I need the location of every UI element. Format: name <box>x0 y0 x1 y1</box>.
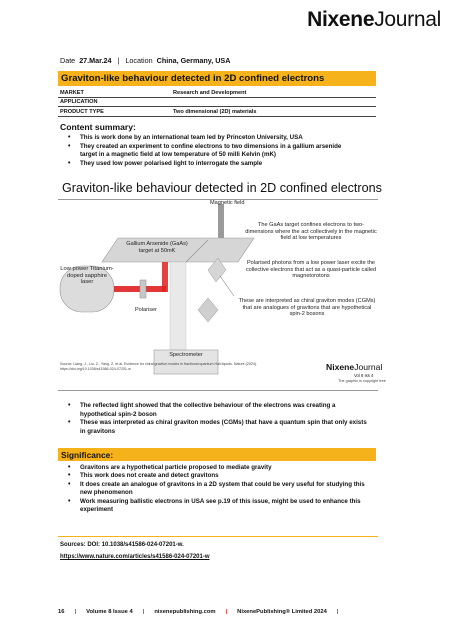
meta-key: MARKET <box>60 89 84 96</box>
findings-bullet: • These was interpreted as chiral graviton modes (CGMs) that have a quantum spin that only exists in gravitons <box>60 419 370 436</box>
summary-bullet: • This is work done by an international team led by Princeton University, USA <box>60 134 360 143</box>
meta-line <box>60 56 230 65</box>
figure-logo-bold: Nixene <box>326 362 355 372</box>
polariser-block <box>140 280 146 298</box>
meta-row-market <box>58 88 376 98</box>
label-magnetic-field: Magnetic field <box>210 200 245 206</box>
summary-list <box>60 134 360 168</box>
figure-source: Source: Liang, J., Liu, Z., Yang, Z. et al. Evidence for chiral graviton modes in fractional quantum Hall liquids. Nature (2024). https://doi.org/10.1038/s41586-024-07201-w <box>60 362 258 371</box>
significance-bullet: • Gravitons are a hypothetical particle proposed to mediate gravity <box>60 464 372 472</box>
significance-bullet: • Work measuring ballistic electrons in USA see p.19 of this issue, might be used to enhance this experiment <box>60 498 372 515</box>
brand-logo <box>307 8 441 32</box>
reflected-beam <box>170 262 186 350</box>
label-laser: Low power Titanium-doped sapphire laser <box>60 266 114 286</box>
sources-line: Sources: DOI: 10.1038/s41586-024-07201-w. <box>60 542 184 548</box>
footer-pipe: | <box>225 609 228 615</box>
date-value: 27.Mar.24 <box>79 56 112 65</box>
meta-separator: | <box>117 56 120 65</box>
sources-link[interactable]: https://www.nature.com/articles/s41586-024-07201-w <box>60 554 210 560</box>
footer-pipe: | <box>142 609 145 615</box>
footer <box>58 609 348 615</box>
meta-key: APPLICATION <box>60 99 98 105</box>
figure-title: Graviton-like behaviour detected in 2D confined electrons <box>62 181 382 195</box>
label-text-3: These are interpreted as chiral graviton modes (CGMs) that are analogues of gravitons that are hypothetical spin-2 bosons <box>238 298 376 318</box>
label-text-1: The GaAs target confines electrons to two-dimensions where the act collectively in the magnetic field at low temperatures <box>245 222 377 242</box>
brand-bold: Nixene <box>307 8 375 31</box>
footer-site[interactable]: nixenepublishing.com <box>154 609 216 615</box>
location-label: Location <box>125 56 153 65</box>
label-gaas: Gallium Arsenide (GaAs) target at 50mK <box>126 241 188 254</box>
significance-bar <box>58 448 376 461</box>
brand-light: Journal <box>374 8 441 31</box>
findings-list <box>60 402 370 436</box>
date-label: Date <box>60 56 76 65</box>
footer-pipe: | <box>74 609 77 615</box>
title-bar <box>58 71 376 86</box>
sources-rule <box>58 536 378 537</box>
footer-volume: Volume 8 Issue 4 <box>86 609 133 615</box>
significance-bullet: • This work does not create and detect gravitons <box>60 472 372 480</box>
meta-row-product-type <box>58 107 376 117</box>
label-polariser: Polariser <box>134 307 158 313</box>
meta-key: PRODUCT TYPE <box>60 108 104 115</box>
figure-logo-note: The graphic is copyright free <box>338 379 386 383</box>
significance-list <box>60 464 372 514</box>
figure-logo-light: Journal <box>354 362 383 372</box>
arrow-line <box>220 276 234 296</box>
prism-1 <box>198 298 218 322</box>
figure-rule-bottom <box>58 390 378 391</box>
meta-table <box>58 88 376 117</box>
summary-bullet: • They used low power polarised light to interrogate the sample <box>60 160 360 169</box>
significance-bullet: • It does create an analogue of gravitons in a 2D system that could be very useful for studying this new phenomenon <box>60 481 372 498</box>
laser-beam-up <box>162 262 168 292</box>
footer-page: 16 <box>58 609 65 615</box>
location-value: China, Germany, USA <box>156 56 231 65</box>
footer-pipe: | <box>336 609 339 615</box>
meta-value: Two dimensional (2D) materials <box>173 108 257 115</box>
figure-logo-sub: Vol 8 Iss 4 <box>354 373 374 378</box>
meta-row-application <box>58 98 376 108</box>
meta-value: Research and Development <box>173 89 247 96</box>
footer-copyright: NixenePublishing® Limited 2024 <box>237 609 327 615</box>
summary-heading: Content summary: <box>60 122 136 132</box>
label-spectrometer: Spectrometer <box>169 352 203 358</box>
article-title: Graviton-like behaviour detected in 2D confined electrons <box>61 73 325 84</box>
summary-bullet: • They created an experiment to confine electrons to two dimensions in a gallium arsenide target in a magnetic field at low temperature of 50 milli Kelvin (mK) <box>60 143 360 160</box>
figure-logo <box>326 362 382 372</box>
label-text-2: Polarised photons from a low power laser excite the collective electrons that act as a quasi-particle called magnetorotons <box>245 260 377 280</box>
significance-heading: Significance: <box>61 450 114 460</box>
findings-bullet: • The reflected light showed that the collective behaviour of the electrons was creating a hypothetical spin-2 boson <box>60 402 370 419</box>
